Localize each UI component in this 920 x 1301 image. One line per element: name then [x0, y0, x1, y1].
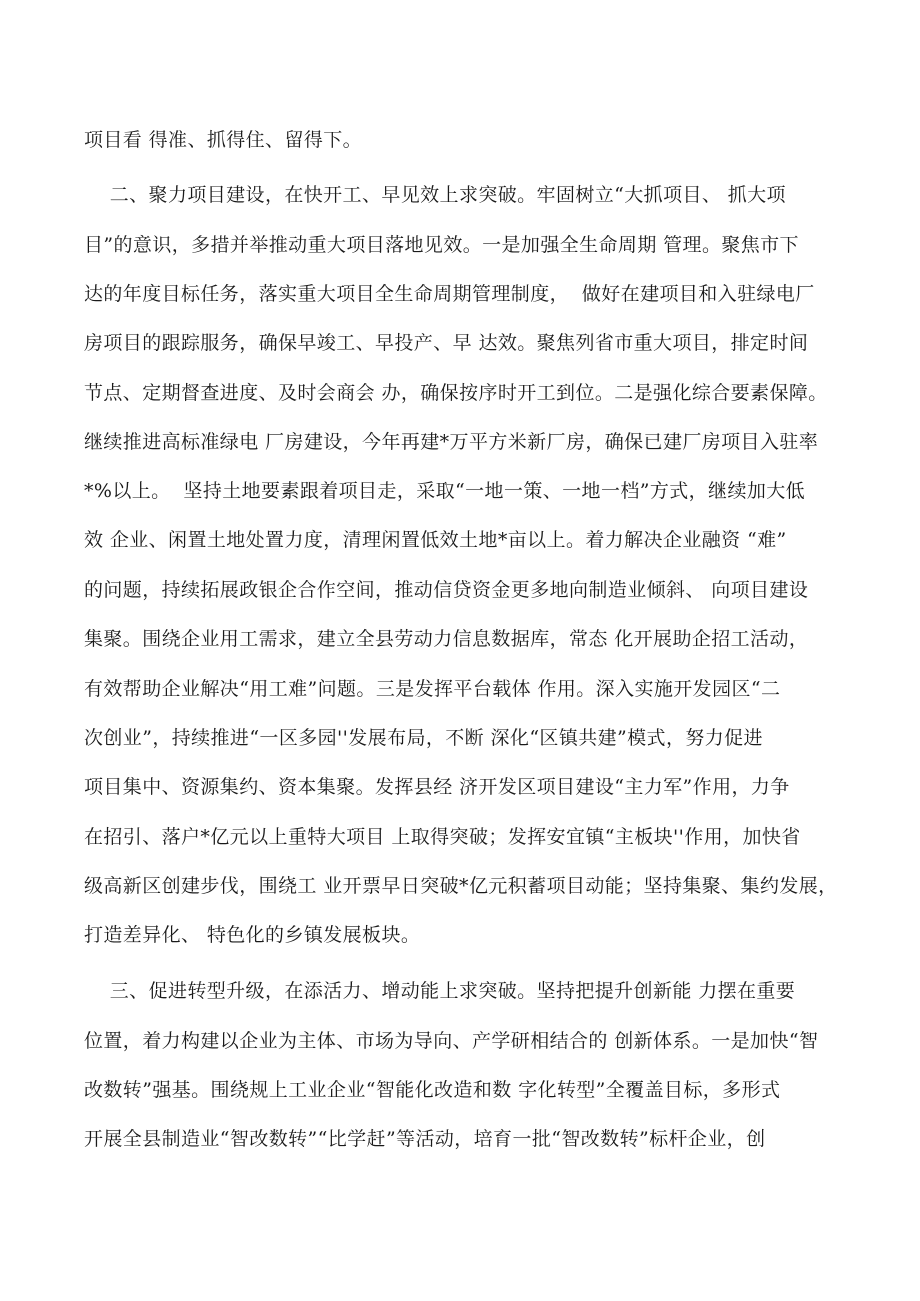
- text-line: 有效帮助企业解决“用工难”问题。三是发挥平台载体 作用。深入实施开发园区“二: [84, 678, 781, 700]
- text-line: 节点、定期督查进度、及时会商会 办，确保按序时开工到位。二是强化综合要素保障。: [84, 382, 828, 404]
- text-line: 项目集中、资源集约、资本集聚。发挥县经 济开发区项目建设“主力军”作用，力争: [84, 776, 790, 798]
- text-line: 目”的意识，多措并举推动重大项目落地见效。一是加强全生命周期 管理。聚焦市下: [84, 234, 799, 256]
- text-line: 的问题，持续拓展政银企合作空间，推动信贷资金更多地向制造业倾斜、 向项目建设: [84, 579, 809, 601]
- text-line: 继续推进高标准绿电 厂房建设，今年再建*万平方米新厂房，确保已建厂房项目入驻率: [84, 431, 819, 453]
- text-line: 三、促进转型升级，在添活力、增动能上求突破。坚持把提升创新能 力摆在重要: [84, 980, 796, 1002]
- text-line: 达的年度目标任务，落实重大项目全生命周期管理制度， 做好在建项目和入驻绿电厂: [84, 283, 815, 305]
- text-line: 改数转”强基。围绕规上工业企业“智能化改造和数 字化转型”全覆盖目标，多形式: [84, 1079, 781, 1101]
- text-line: 位置，着力构建以企业为主体、市场为导向、产学研相结合的 创新体系。一是加快“智: [84, 1030, 819, 1052]
- text-line: 在招引、落户*亿元以上重特大项目 上取得突破；发挥安宜镇“主板块''作用，加快省: [84, 826, 801, 848]
- text-line: 打造差异化、 特色化的乡镇发展板块。: [84, 924, 421, 946]
- text-line: 房项目的跟踪服务，确保早竣工、早投产、早 达效。聚焦列省市重大项目，排定时间: [84, 332, 809, 354]
- text-line: *%以上。 坚持土地要素跟着项目走，采取“一地一策、一地一档”方式，继续加大低: [84, 480, 806, 502]
- text-line: 开展全县制造业“智改数转”“比学赶”等活动，培育一批“智改数转”标杆企业，创: [84, 1128, 766, 1150]
- text-line: 二、聚力项目建设，在快开工、早见效上求突破。牢固树立“大抓项目、 抓大项: [84, 184, 786, 206]
- text-line: 集聚。围绕企业用工需求，建立全县劳动力信息数据库，常态 化开展助企招工活动，: [84, 628, 809, 650]
- text-line: 项目看 得准、抓得住、留得下。: [84, 129, 363, 151]
- text-line: 次创业”，持续推进“一区多园''发展布局，不断 深化“区镇共建”模式，努力促进: [84, 727, 763, 749]
- text-line: 级高新区创建步伐，围绕工 业开票早日突破*亿元积蓄项目动能；坚持集聚、集约发展，: [84, 875, 838, 897]
- text-line: 效 企业、闲置土地处置力度，清理闲置低效土地*亩以上。着力解决企业融资 “难”: [84, 529, 787, 551]
